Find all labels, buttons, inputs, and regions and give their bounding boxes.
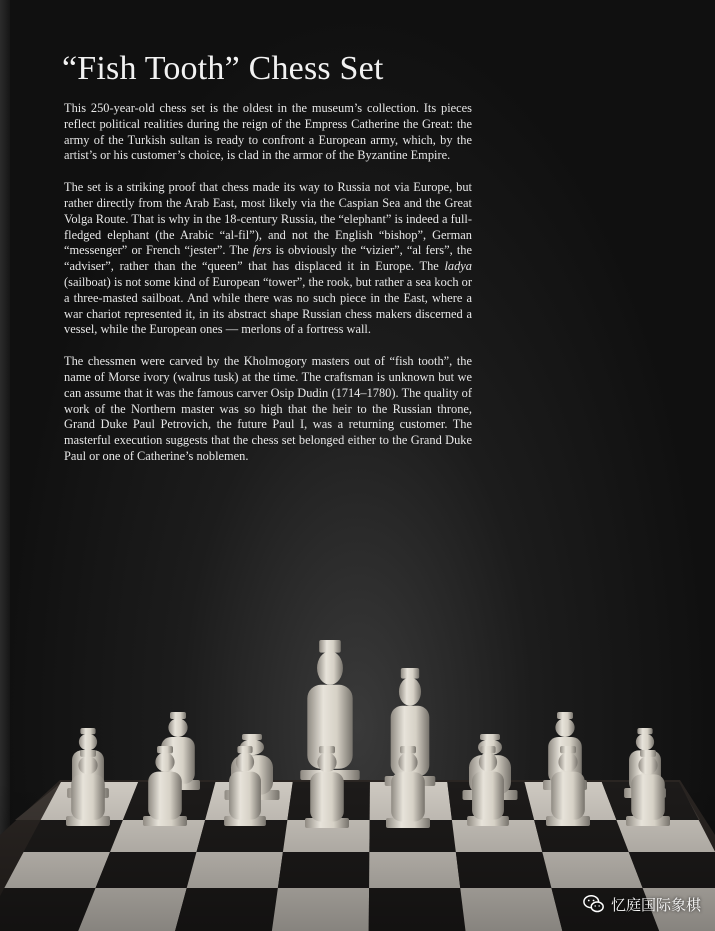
text-run: This 250-year-old chess set is the oldest in the museum’s collection. Its pieces reflect political realities during the reign of the Empress Catherine the Great: the army of the Turkish sultan is ready to confront a European army, which, by the artist’s or his customer’s choice, is clad in the armor of the Byzantine Empire. [64, 101, 472, 163]
article-body [64, 101, 472, 481]
page-title: “Fish Tooth” Chess Set [62, 50, 384, 87]
text-run: is obviously the “vizier”, “al fers”, the “adviser”, rather than the “queen” that has displaced it in Europe. The [64, 243, 472, 274]
paragraph-3 [64, 354, 472, 465]
wechat-icon [583, 893, 605, 915]
paragraph-1 [64, 101, 472, 164]
italic-term: ladya [444, 259, 472, 274]
watermark [583, 893, 701, 915]
text-run: The chessmen were carved by the Kholmogory masters out of “fish tooth”, the name of Morse ivory (walrus tusk) at the time. The craftsman is unknown but we can assume that it was the famous carver Osip Dudin (1714–1780). The quality of work of the Northern master was so high that the heir to the Russian throne, Grand Duke Paul Petrovich, the future Paul I, was a returning customer. The masterful execution suggests that the chess set belonged either to the Grand Duke Paul or one of Catherine’s noblemen. [64, 354, 472, 463]
italic-term: fers [252, 243, 272, 258]
watermark-text: 忆庭国际象棋 [610, 895, 701, 914]
text-run: The set is a striking proof that chess made its way to Russia not via Europe, but rather directly from the Arab East, most likely via the Caspian Sea and the Great Volga Route. That is why in the 18-century Russia, the “elephant” is indeed a full-fledged elephant (the Arabic “al-fil”), and not the English “bishop”, German “messenger” or French “jester”. The [64, 180, 472, 258]
chess-photo [0, 630, 715, 931]
paragraph-2 [64, 180, 472, 338]
text-run: (sailboat) is not some kind of European “tower”, the rook, but rather a sea koch or a three-masted sailboat. And while there was no such piece in the East, where a war chariot represented it, in its abstract shape Russian chess makers discerned a vessel, while the European ones — merlons of a fortress wall. [64, 274, 472, 337]
